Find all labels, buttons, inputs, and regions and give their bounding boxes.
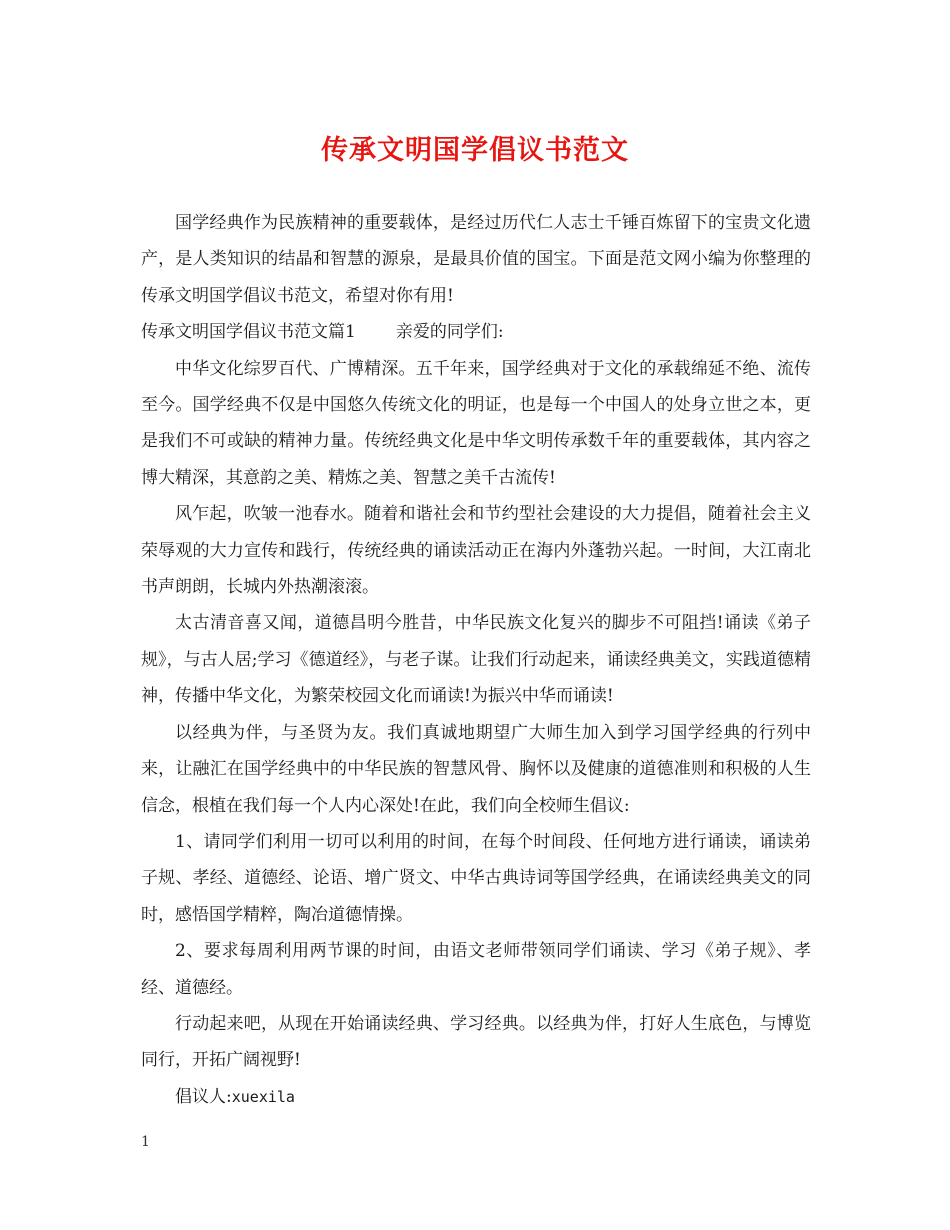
proposal-item-2: 2、要求每周利用两节课的时间，由语文老师带领同学们诵读、学习《弟子规》、孝经、道德经。: [141, 941, 811, 998]
signature-label: 倡议人:: [175, 1086, 232, 1107]
page-number: 1: [141, 1134, 150, 1150]
paragraph-2: 风乍起，吹皱一池春水。随着和谐社会和节约型社会建设的大力提倡，随着社会主义荣辱观的大力宣传和践行，传统经典的诵读活动正在海内外蓬勃兴起。一时间，大江南北书声朗朗，长城内外热潮滚滚。: [141, 504, 811, 598]
paragraph-4: 以经典为伴，与圣贤为友。我们真诚地期望广大师生加入到学习国学经典的行列中来，让融汇在国学经典中的中华民族的智慧风骨、胸怀以及健康的道德准则和积极的人生信念，根植在我们每一个人内心深处!在此，我们向全校师生倡议:: [141, 722, 811, 816]
paragraph-3: 太古清音喜又闻，道德昌明今胜昔，中华民族文化复兴的脚步不可阻挡!诵读《弟子规》，与古人居;学习《德道经》，与老子谋。让我们行动起来，诵读经典美文，实践道德精神，传播中华文化，为繁荣校园文化而诵读!为振兴中华而诵读!: [141, 613, 811, 707]
closing-paragraph: 行动起来吧，从现在开始诵读经典、学习经典。以经典为伴，打好人生底色，与博览同行，开拓广阔视野!: [141, 1013, 811, 1071]
document-title: 传承文明国学倡议书范文: [321, 135, 629, 166]
document-body: [141, 205, 811, 1115]
proposal-item-1: 1、请同学们利用一切可以利用的时间，在每个时间段、任何地方进行诵读，诵读弟子规、孝经、道德经、论语、增广贤文、中华古典诗词等国学经典，在诵读经典美文的同时，感悟国学精粹，陶冶道德情操。: [141, 831, 811, 925]
section-heading: 传承文明国学倡议书范文篇1: [141, 322, 356, 343]
signature-name: xuexila: [231, 1087, 295, 1106]
section-heading-line: [141, 314, 811, 350]
paragraph-1: 中华文化综罗百代、广博精深。五千年来，国学经典对于文化的承载绵延不绝、流传至今。国学经典不仅是中国悠久传统文化的明证，也是每一个中国人的处身立世之本，更是我们不可或缺的精神力量。传统经典文化是中华文明传承数千年的重要载体，其内容之博大精深，其意韵之美、精炼之美、智慧之美千古流传!: [141, 358, 811, 488]
salutation: 亲爱的同学们:: [395, 322, 504, 343]
intro-paragraph: 国学经典作为民族精神的重要载体，是经过历代仁人志士千锤百炼留下的宝贵文化遗产，是人类知识的结晶和智慧的源泉，是最具价值的国宝。下面是范文网小编为你整理的传承文明国学倡议书范文，希望对你有用!: [141, 213, 811, 306]
signature-line: [141, 1079, 811, 1115]
